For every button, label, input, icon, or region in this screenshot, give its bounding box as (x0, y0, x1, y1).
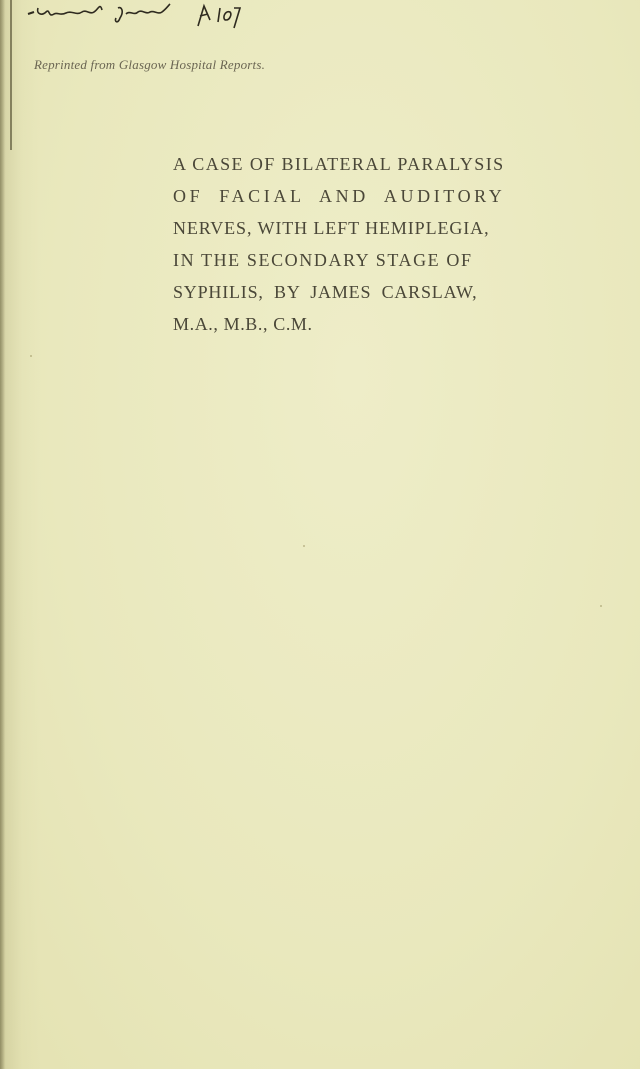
paper-speck (30, 355, 32, 357)
paper-speck (600, 605, 602, 607)
handwritten-inscription (26, 0, 296, 32)
title-line: M.A., M.B., C.M. (173, 314, 313, 334)
title-line: NERVES, WITH LEFT HEMIPLEGIA, (173, 218, 490, 238)
binding-shadow (0, 0, 5, 1069)
paper-speck (303, 545, 305, 547)
title-line: IN THE SECONDARY STAGE OF (173, 250, 473, 270)
title-line: OF FACIAL AND AUDITORY (173, 186, 506, 206)
title-line: SYPHILIS, BY JAMES CARSLAW, (173, 282, 478, 302)
article-title (173, 148, 603, 340)
binding-edge (10, 0, 12, 150)
title-line: A CASE OF BILATERAL PARALYSIS (173, 154, 505, 174)
reprint-note: Reprinted from Glasgow Hospital Reports. (34, 57, 266, 72)
